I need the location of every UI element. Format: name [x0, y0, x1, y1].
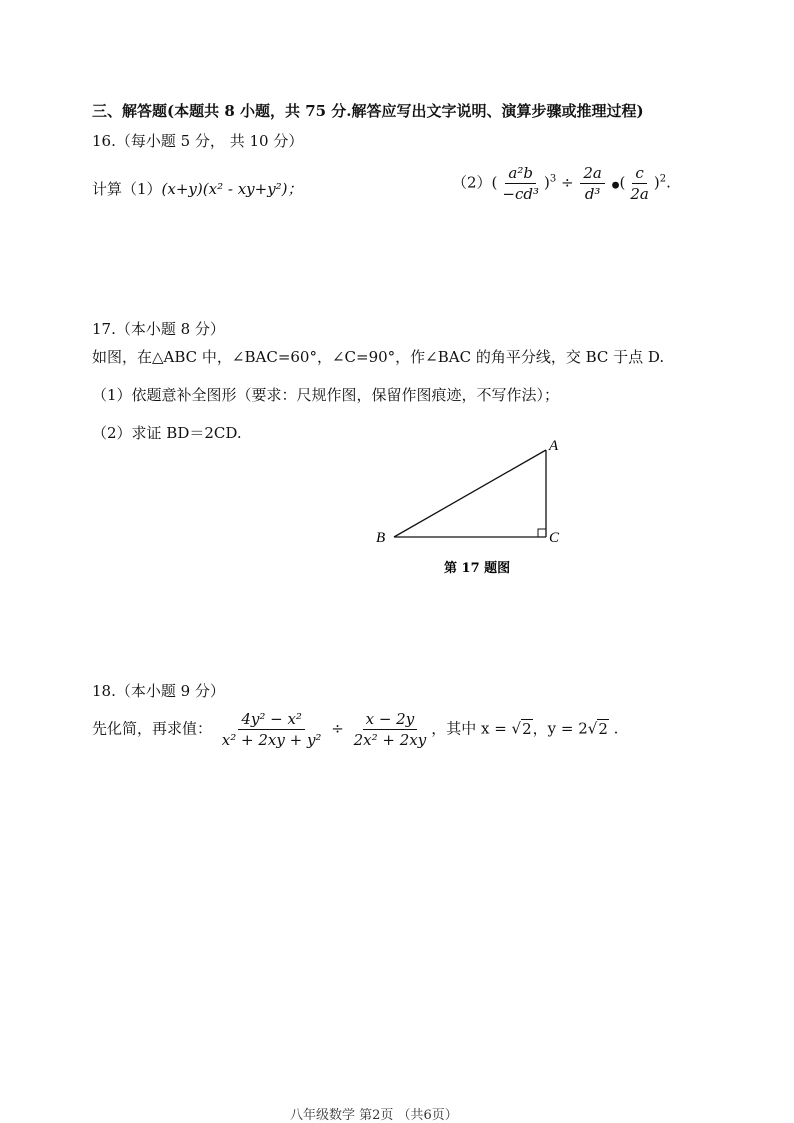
q16-frac1: $\frac{\text{a²b}}{\text{−cd³}}$: [502, 164, 539, 203]
q18-sqrt-x: 2: [522, 719, 532, 738]
q18-div: ÷: [331, 719, 344, 738]
q16-part2: （2）( $\frac{\text{a²b}}{\text{−cd³}}$ )$^3$ ÷ $\frac{2a}{\text{d³}}$ ●( $\frac{c}{2a}$ )$^2$.: [452, 164, 671, 203]
q18-prefix: 先化简，再求值：: [92, 719, 213, 738]
section-title: 三、解答题(本题共 8 小题，共 75 分.解答应写出文字说明、演算步骤或推理过程): [92, 102, 644, 120]
figure-caption: 第 17 题图: [444, 561, 511, 576]
q16-part1-expr-b: (x² - xy+y²)；: [202, 180, 303, 198]
label-c: C: [549, 530, 560, 546]
q17-header: 17.（本小题 8 分）: [92, 320, 225, 338]
right-angle-mark: [538, 529, 546, 537]
q18-frac1: $\frac{\text{4y² − x²}}{\text{x² + 2xy + y²}}$: [221, 710, 322, 749]
side-ab: [394, 450, 546, 537]
q18-cond-prefix: ，其中 x =: [431, 719, 512, 738]
q17-part1: （1）依题意补全图形（要求：尺规作图，保留作图痕迹，不写作法）；: [92, 386, 560, 404]
page-footer: 八年级数学 第2页 （共6页）: [290, 1108, 458, 1123]
q16-part1: [92, 178, 303, 199]
q17-part2: （2）求证 BD＝2CD.: [92, 424, 242, 442]
q16-div: ÷: [561, 173, 574, 192]
q16-frac3: $\frac{c}{2a}$: [630, 164, 649, 203]
q16-exp1: 3: [549, 173, 557, 185]
q16-frac2: $\frac{2a}{\text{d³}}$: [580, 164, 605, 203]
q16-dot: ●: [611, 180, 620, 191]
label-b: B: [376, 530, 386, 546]
q18-header: 18.（本小题 9 分）: [92, 682, 225, 700]
q16-exp2: 2: [659, 173, 667, 185]
q17-figure: [360, 430, 600, 590]
q18-sqrt-y: 2: [598, 719, 608, 738]
label-a: A: [549, 438, 559, 454]
q18-cond-mid: ，y = 2: [532, 719, 588, 738]
q16-part2-label: （2）: [452, 173, 492, 192]
q16-part1-prefix: 计算（1）: [92, 180, 162, 198]
q18-expression: 先化简，再求值： $\frac{\text{4y² − x²}}{\text{x² + 2xy + y²}}$ ÷ $\frac{x - 2y}{\text{2x² + 2xy}}$ ，其中 x = √2，y = 2√2 .: [92, 710, 619, 749]
q18-frac2: $\frac{x - 2y}{\text{2x² + 2xy}}$: [353, 710, 427, 749]
q17-stem: 如图，在△ABC 中，∠BAC=60°，∠C=90°，作∠BAC 的角平分线，交 BC 于点 D.: [92, 348, 665, 366]
q16-part1-expr-a: (x+y): [161, 180, 203, 198]
q16-header: 16.（每小题 5 分， 共 10 分）: [92, 132, 304, 150]
